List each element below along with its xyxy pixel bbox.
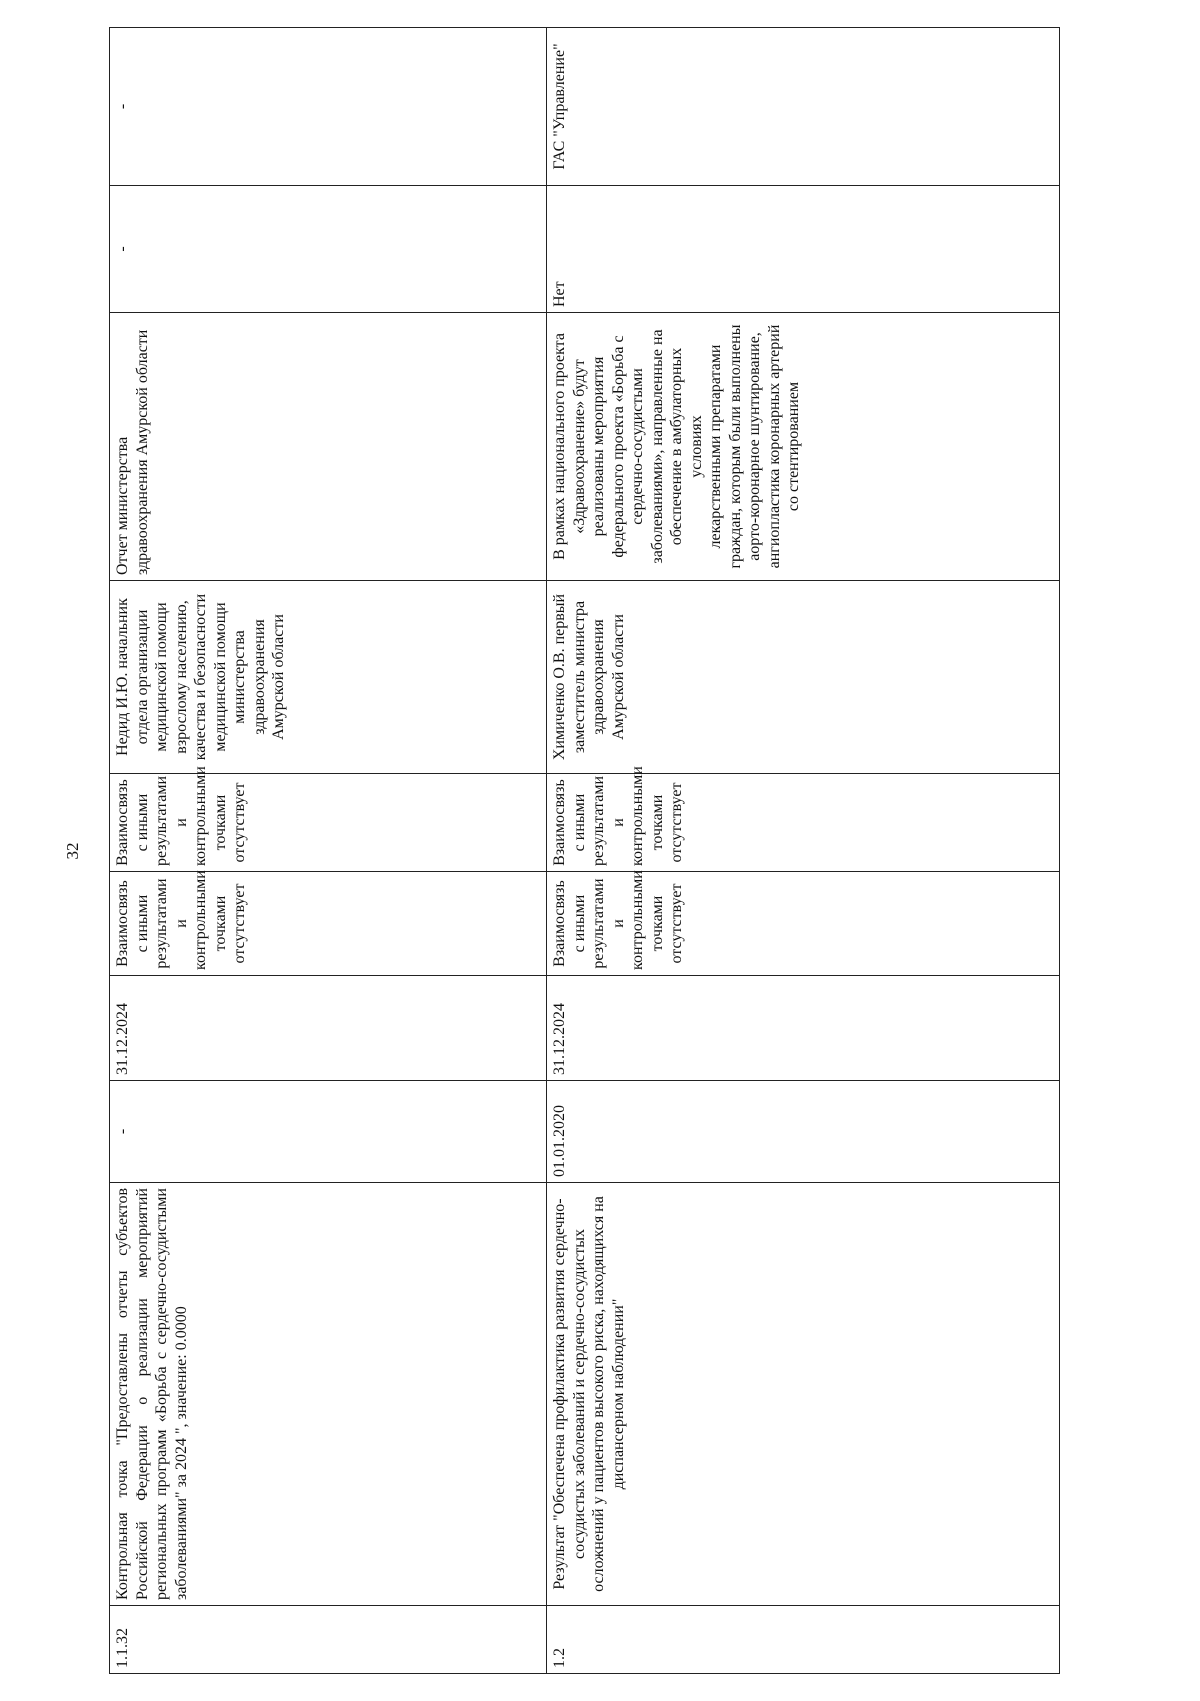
end-date: 31.12.2024 — [110, 976, 547, 1081]
rotated-table-container — [109, 28, 1059, 1674]
successor-link: Взаимосвязь с иными результатами и контрольными точками отсутствует — [110, 774, 547, 872]
start-date: - — [110, 1081, 547, 1183]
responsible-person: Недид И.Ю. начальник отдела организации медицинской помощи взрослому населению, качества и безопасности медицинской помощи министерства здравоохранения Амурской области — [110, 581, 547, 774]
result-document: Отчет министерства здравоохранения Амурской области — [110, 313, 547, 581]
information-system: ГАС "Управление" — [547, 28, 1060, 186]
page-number: 32 — [63, 842, 82, 860]
information-system: - — [110, 28, 547, 186]
table-row — [110, 28, 547, 1674]
predecessor-link: Взаимосвязь с иными результатами и контрольными точками отсутствует — [547, 872, 1060, 976]
plan-table — [109, 27, 1060, 1674]
row-number: 1.1.32 — [110, 1606, 547, 1674]
responsible-person: Химиченко О.В. первый заместитель министра здравоохранения Амурской области — [547, 581, 1060, 774]
approval-level: Нет — [547, 186, 1060, 313]
table-row — [547, 28, 1060, 1674]
result-description: Результат "Обеспечена профилактика развития сердечно-сосудистых заболеваний и сердечно-сосудистых осложнений у пациентов высокого риска, находящихся на диспансерном наблюдении" — [547, 1183, 1060, 1606]
successor-link: Взаимосвязь с иными результатами и контрольными точками отсутствует — [547, 774, 1060, 872]
result-document-paragraph: лекарственными препаратами граждан, которым были выполнены аорто-коронарное шунтирование, ангиопластика коронарных артерий со стентированием — [707, 324, 803, 569]
start-date: 01.01.2020 — [547, 1081, 1060, 1183]
approval-level: - — [110, 186, 547, 313]
row-number: 1.2 — [547, 1606, 1060, 1674]
end-date: 31.12.2024 — [547, 976, 1060, 1081]
control-point-description: Контрольная точка "Предоставлены отчеты субъектов Российской Федерации о реализации мероприятий региональных программ «Борьба с сердечно-сосудистыми заболеваниями" за 2024 ", значение: 0.0000 — [110, 1183, 547, 1606]
predecessor-link: Взаимосвязь с иными результатами и контрольными точками отсутствует — [110, 872, 547, 976]
result-document-paragraph: В рамках национального проекта «Здравоохранение» будут реализованы мероприятия федерального проекта «Борьба с сердечно-сосудистыми заболеваниями», направленные на обеспечение в амбулаторных условиях — [551, 329, 705, 564]
result-document — [547, 313, 1060, 581]
